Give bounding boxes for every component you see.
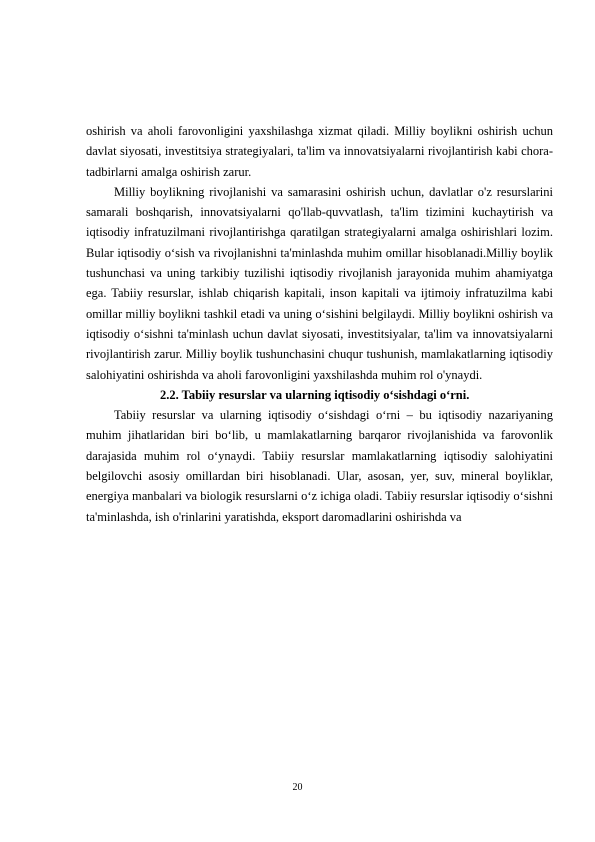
paragraph-continued: oshirish va aholi farovonligini yaxshilashga xizmat qiladi. Milliy boylikni oshirish uchun davlat siyosati, investitsiya strategiyalari, ta'lim va innovatsiyalarni rivojlantirish kabi chora-tadbirlarni amalga oshirish zarur. (86, 124, 553, 179)
section-heading: 2.2. Tabiiy resurslar va ularning iqtisodiy o‘sishdagi o‘rni. (160, 387, 470, 402)
paragraph-milliy-boylik: Milliy boylikning rivojlanishi va samarasini oshirish uchun, davlatlar o'z resurslarini samarali boshqarish, innovatsiyalarni qo'llab-quvvatlash, ta'lim tizimini kuchaytirish va iqtisodiy infratuzilmani rivojlantirishga qaratilgan strategiyalarni amalga oshirishlari lozim. Bular iqtisodiy o‘sish va rivojlanishni ta'minlashda muhim omillar hisoblanadi.Milliy boylik tushunchasi va uning tarkibiy tuzilishi iqtisodiy rivojlanish jarayonida muhim ahamiyatga ega. Tabiiy resurslar, ishlab chiqarish kapitali, inson kapitali va ijtimoiy infratuzilma kabi omillar milliy boylikni tashkil etadi va uning o‘sishini belgilaydi. Milliy boylikni oshirish va iqtisodiy o‘sishni ta'minlash uchun davlat siyosati, investitsiyalar, ta'lim va innovatsiyalarni rivojlantirish zarur. Milliy boylik tushunchasini chuqur tushunish, mamlakatlarning iqtisodiy salohiyatini oshirishda va aholi farovonligini yaxshilashda muhim rol o'ynaydi. (86, 184, 553, 382)
page-number: 20 (292, 782, 303, 793)
body-text (86, 121, 553, 527)
paragraph-tabiiy-resurslar: Tabiiy resurslar va ularning iqtisodiy o‘sishdagi o‘rni – bu iqtisodiy nazariyaning muhim jihatlaridan biri bo‘lib, u mamlakatlarning barqaror rivojlanishida va farovonlik darajasida muhim rol o‘ynaydi. Tabiiy resurslar mamlakatlarning iqtisodiy salohiyatini belgilovchi asosiy omillardan biri hisoblanadi. Ular, asosan, yer, suv, mineral boyliklar, energiya manbalari va biologik resurslarni o‘z ichiga oladi. Tabiiy resurslar iqtisodiy o‘sishni ta'minlashda, ish o'rinlarini yaratishda, eksport daromadlarini oshirishda va (86, 408, 553, 524)
